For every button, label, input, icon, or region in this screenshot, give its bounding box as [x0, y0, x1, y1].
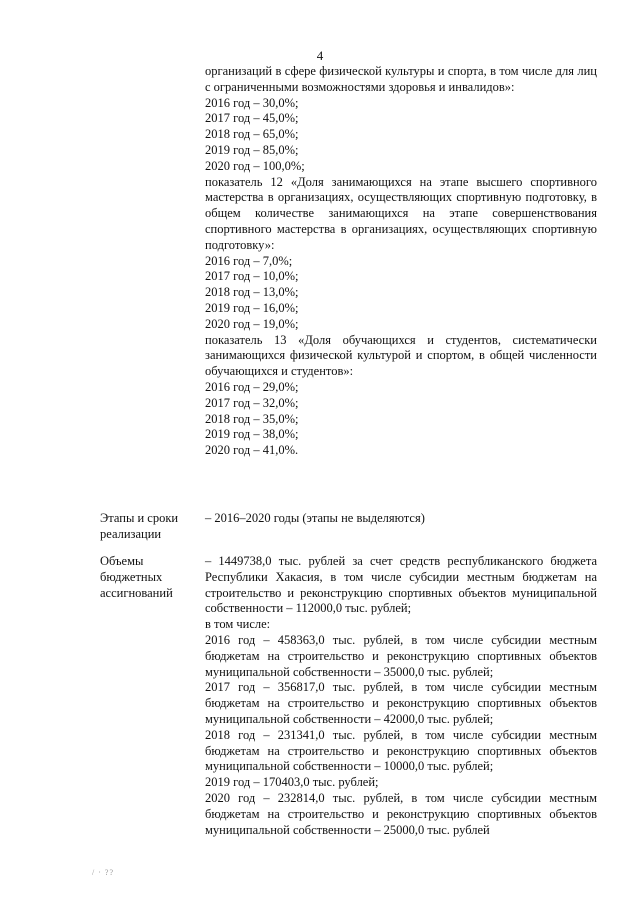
- year-line: 2018 год – 13,0%;: [205, 285, 299, 300]
- year-line: 2017 год – 10,0%;: [205, 269, 299, 284]
- stages-label: Этапы и сроки реализации: [100, 511, 179, 541]
- year-line: 2020 год – 19,0%;: [205, 316, 299, 331]
- stages-value: – 2016–2020 годы (этапы не выделяются): [205, 511, 425, 525]
- indicator-12-text: показатель 12 «Доля занимающихся на этапе высшего спортивного мастерства в организациях, осуществляющих спортивную подготовку, в общем количестве занимающихся на этапе совершенствования спортивного мастерства в организациях, осуществляющих спортивную подготовку»:: [205, 174, 597, 252]
- year-line: 2016 год – 30,0%;: [205, 95, 299, 110]
- indicator-11-text: организаций в сфере физической культуры и спорта, в том числе для лиц с ограниченными возможностями здоровья и инвалидов»:: [205, 64, 597, 94]
- indicator-13-text: показатель 13 «Доля обучающихся и студентов, систематически занимающихся физической культурой и спортом, в общей численности обучающихся и студентов»:: [205, 332, 597, 379]
- year-line: 2018 год – 35,0%;: [205, 411, 299, 426]
- year-line: 2016 год – 7,0%;: [205, 253, 293, 268]
- budget-2019: 2019 год – 170403,0 тыс. рублей;: [205, 775, 379, 790]
- page-number: 4: [316, 48, 324, 63]
- budget-in-total: в том числе:: [205, 617, 271, 632]
- year-line: 2020 год – 41,0%.: [205, 443, 299, 458]
- year-line: 2019 год – 38,0%;: [205, 427, 299, 442]
- year-line: 2017 год – 32,0%;: [205, 395, 299, 410]
- budget-2017: 2017 год – 356817,0 тыс. рублей, в том числе субсидии местным бюджетам на строительство и реконструкцию спортивных объектов муниципальной собственности – 42000,0 тыс. рублей;: [205, 680, 597, 726]
- indicators-block: [205, 64, 597, 459]
- year-line: 2016 год – 29,0%;: [205, 379, 299, 394]
- margin-note: / · ??: [92, 868, 114, 877]
- year-line: 2017 год – 45,0%;: [205, 111, 299, 126]
- budget-2020: 2020 год – 232814,0 тыс. рублей, в том числе субсидии местным бюджетам на строительство и реконструкцию спортивных объектов муниципальной собственности – 25000,0 тыс. рублей: [205, 790, 597, 837]
- year-line: 2020 год – 100,0%;: [205, 158, 305, 173]
- budget-intro: – 1449738,0 тыс. рублей за счет средств республиканского бюджета Республики Хакасия, в том числе субсидии местным бюджетам на строительство и реконструкцию спортивных объектов муниципальной собственности – 112000,0 тыс. рублей;: [205, 554, 597, 616]
- budget-2018: 2018 год – 231341,0 тыс. рублей, в том числе субсидии местным бюджетам на строительство и реконструкцию спортивных объектов муниципальной собственности – 10000,0 тыс. рублей;: [205, 727, 597, 774]
- budget-label: Объемы бюджетных ассигнований: [100, 554, 173, 600]
- budget-block: [205, 554, 597, 838]
- budget-2016: 2016 год – 458363,0 тыс. рублей, в том числе субсидии местным бюджетам на строительство и реконструкцию спортивных объектов муниципальной собственности – 35000,0 тыс. рублей;: [205, 632, 597, 679]
- year-line: 2019 год – 16,0%;: [205, 300, 299, 315]
- year-line: 2018 год – 65,0%;: [205, 127, 299, 142]
- year-line: 2019 год – 85,0%;: [205, 142, 299, 157]
